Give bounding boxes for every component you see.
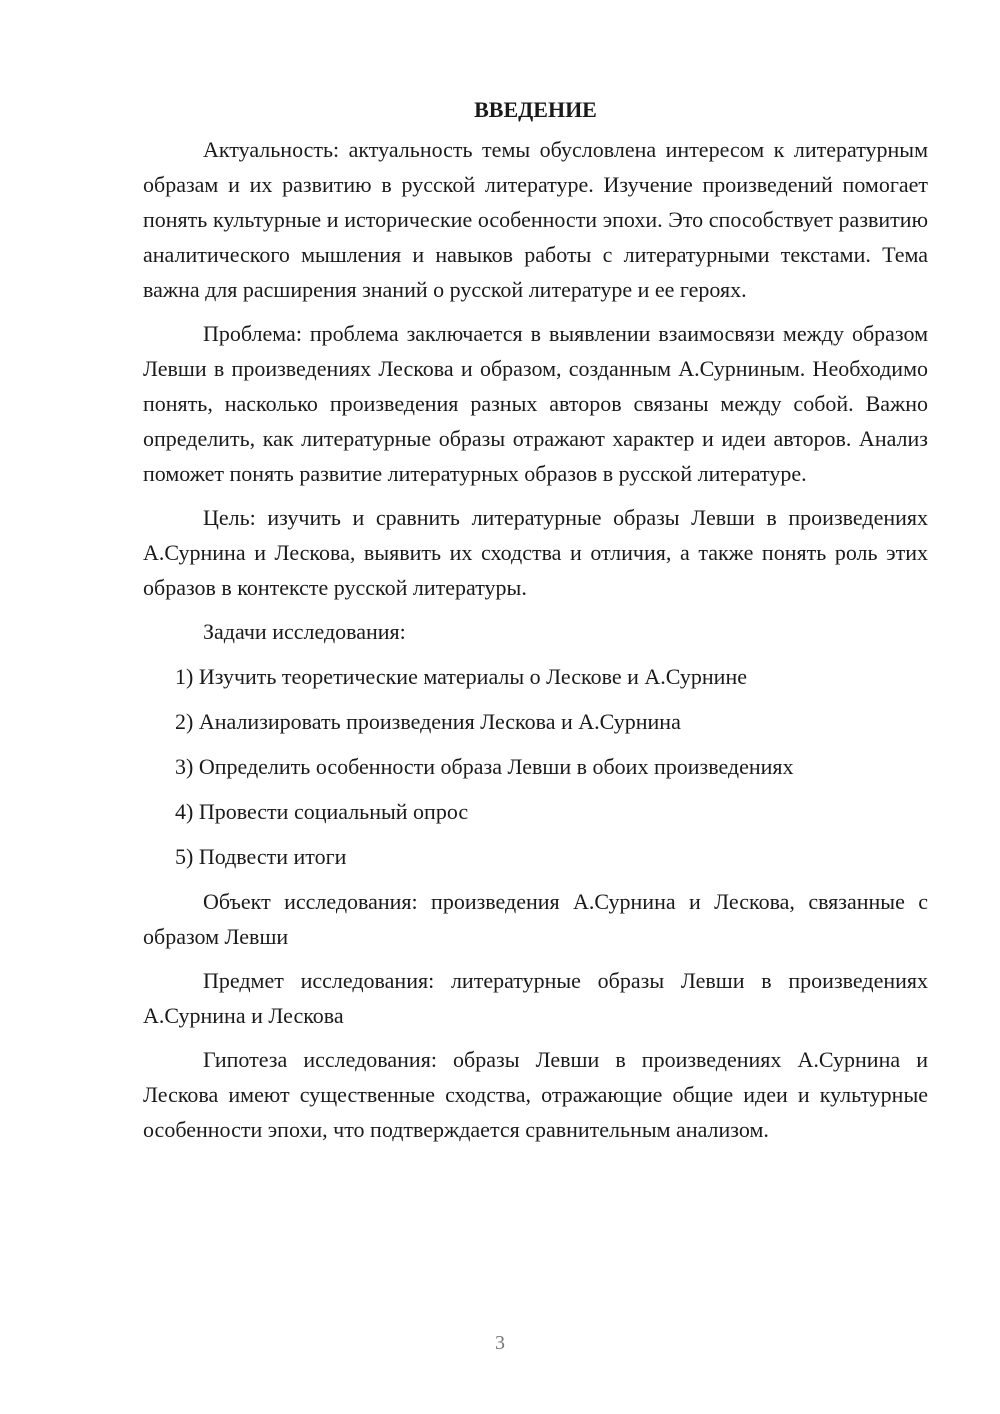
paragraph-relevance: Актуальность: актуальность темы обусловлена интересом к литературным образам и их развитию в русской литературе. Изучение произведений помогает понять культурные и исторические особенности эпохи. Это способствует развитию аналитического мышления и навыков работы с литературными текстами. Тема важна для расширения знаний о русской литературе и ее героях. [143, 137, 928, 302]
page-number: 3 [495, 1332, 505, 1354]
page-title: ВВЕДЕНИЕ [474, 97, 597, 122]
paragraph-hypothesis: Гипотеза исследования: образы Левши в произведениях А.Сурнина и Лескова имеют существенные сходства, отражающие общие идеи и культурные особенности эпохи, что подтверждается сравнительным анализом. [143, 1047, 928, 1142]
list-item: 3) Определить особенности образа Левши в обоих произведениях [175, 754, 794, 779]
paragraph-problem: Проблема: проблема заключается в выявлении взаимосвязи между образом Левши в произведениях Лескова и образом, созданным А.Сурниным. Необходимо понять, насколько произведения разных авторов связаны между собой. Важно определить, как литературные образы отражают характер и идеи авторов. Анализ поможет понять развитие литературных образов в русской литературе. [143, 321, 928, 486]
list-item: 2) Анализировать произведения Лескова и А.Сурнина [175, 709, 681, 734]
list-item: 5) Подвести итоги [175, 844, 347, 869]
document-page [143, 90, 928, 1156]
paragraph-goal: Цель: изучить и сравнить литературные образы Левши в произведениях А.Сурнина и Лескова, выявить их сходства и отличия, а также понять роль этих образов в контексте русской литературы. [143, 505, 928, 600]
tasks-heading: Задачи исследования: [203, 619, 406, 644]
list-item: 4) Провести социальный опрос [175, 799, 469, 824]
task-list [143, 659, 928, 874]
list-item: 1) Изучить теоретические материалы о Лескове и А.Сурнине [175, 664, 747, 689]
paragraph-object: Объект исследования: произведения А.Сурнина и Лескова, связанные с образом Левши [143, 889, 928, 949]
paragraph-subject: Предмет исследования: литературные образы Левши в произведениях А.Сурнина и Лескова [143, 968, 928, 1028]
